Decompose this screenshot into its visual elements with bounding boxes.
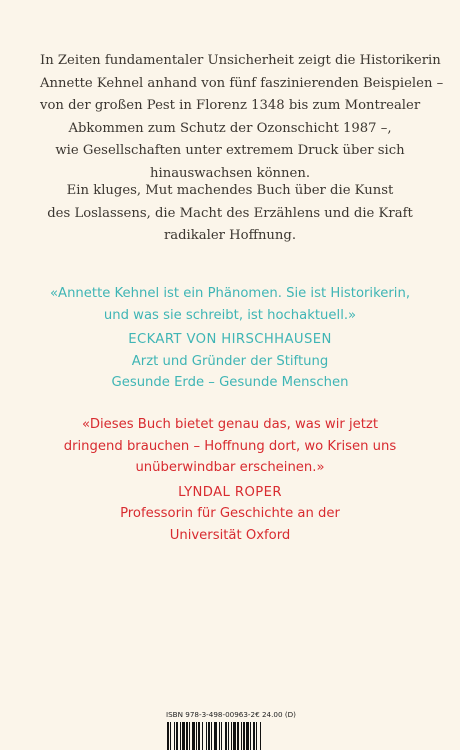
blurb-line: Annette Kehnel anhand von fünf faszinierenden Beispielen – (40, 75, 444, 91)
author-role: Gesunde Erde – Gesunde Menschen (111, 375, 349, 390)
barcode-block (166, 710, 294, 750)
quote-line: «Annette Kehnel ist ein Phänomen. Sie ist Historikerin, (49, 286, 411, 301)
barcode-icon (166, 722, 294, 750)
blurb-line: wie Gesellschaften unter extremem Druck über sich (55, 143, 405, 158)
price-text: € 24.00 (D) (255, 710, 296, 719)
quote-author: LYNDAL ROPER (178, 484, 282, 500)
blurb-line: von der großen Pest in Florenz 1348 bis zum Montrealer (40, 98, 421, 113)
blurb-paragraph-1 (40, 50, 444, 185)
quote-line: und was sie schreibt, ist hochaktuell.» (103, 307, 357, 323)
blurb-line: des Loslassens, die Macht des Erzählens und die Kraft (47, 205, 413, 221)
quote-author: ECKART VON HIRSCHHAUSEN (128, 332, 332, 347)
blurb-line: radikaler Hoffnung. (163, 228, 297, 243)
blurb-line: Abkommen zum Schutz der Ozonschicht 1987 –, (68, 120, 392, 136)
testimonial-2 (30, 414, 430, 546)
quote-line: unüberwindbar erscheinen.» (135, 460, 325, 475)
quote-line: dringend brauchen – Hoffnung dort, wo Krisen uns (63, 438, 397, 454)
isbn-text: ISBN 978-3-498-00963-2 (166, 710, 256, 719)
author-role: Universität Oxford (169, 527, 291, 543)
blurb-line: In Zeiten fundamentaler Unsicherheit zeigt die Historikerin (40, 53, 441, 68)
blurb-line: Ein kluges, Mut machendes Buch über die Kunst (66, 183, 394, 198)
isbn-price-line (166, 710, 294, 719)
testimonial-1 (30, 283, 430, 394)
blurb-paragraph-2 (40, 180, 420, 248)
blurb-line: hinauswachsen können. (149, 165, 311, 181)
author-role: Professorin für Geschichte an der (120, 506, 340, 521)
author-role: Arzt und Gründer der Stiftung (131, 353, 329, 369)
quote-line: «Dieses Buch bietet genau das, was wir jetzt (81, 417, 379, 432)
